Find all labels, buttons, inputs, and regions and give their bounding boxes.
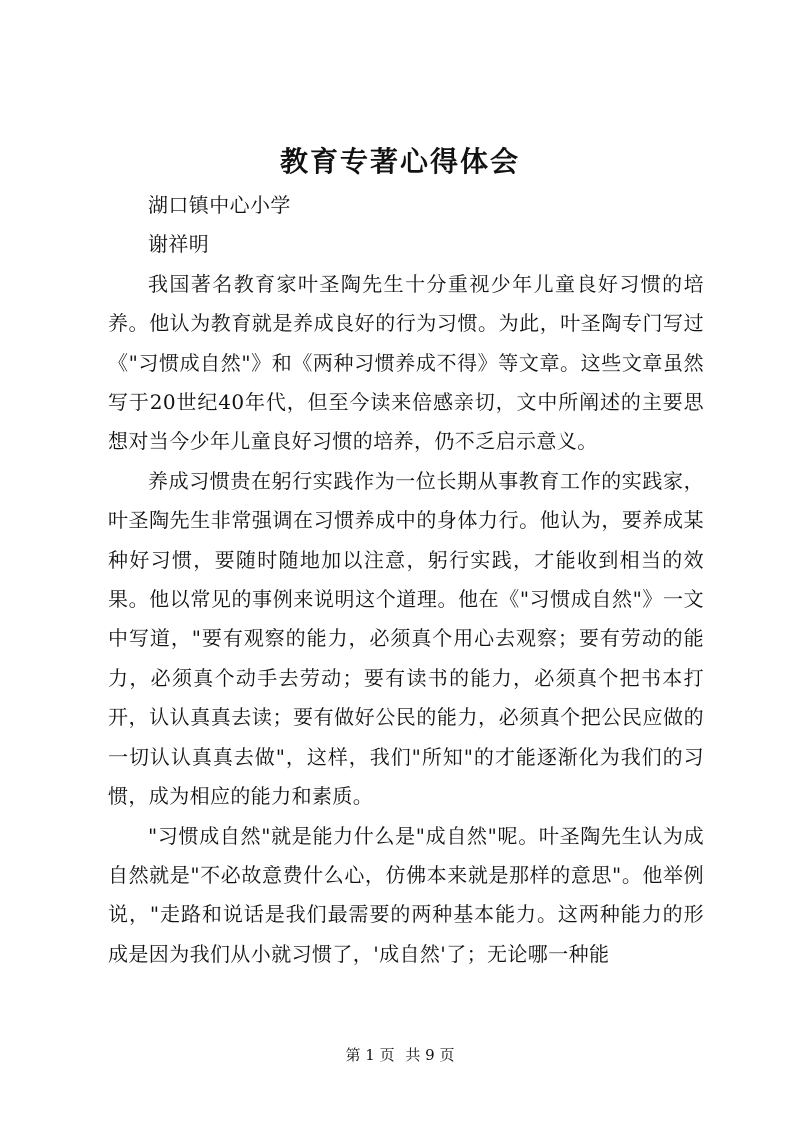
paragraph: 我国著名教育家叶圣陶先生十分重视少年儿童良好习惯的培养。他认为教育就是养成良好的行为习惯。为此，叶圣陶专门写过《"习惯成自然"》和《两种习惯养成不得》等文章。这些文章虽然写于20世纪40年代，但至今读来倍感亲切，文中所阐述的主要思想对当今少年儿童良好习惯的培养，仍不乏启示意义。 (108, 271, 704, 454)
page-total: 共 9 页 (405, 1046, 455, 1064)
paragraph: "习惯成自然"就是能力什么是"成自然"呢。叶圣陶先生认为成自然就是"不必故意费什么心，仿佛本来就是那样的意思"。他举例说，"走路和说话是我们最需要的两种基本能力。这两种能力的形成是因为我们从小就习惯了，'成自然'了；无论哪一种能 (108, 823, 704, 966)
document-title: 教育专著心得体会 (279, 145, 520, 178)
paragraph: 养成习惯贵在躬行实践作为一位长期从事教育工作的实践家，叶圣陶先生非常强调在习惯养成中的身体力行。他认为，要养成某种好习惯，要随时随地加以注意，躬行实践，才能收到相当的效果。他以常见的事例来说明这个道理。他在《"习惯成自然"》一文中写道，"要有观察的能力，必须真个用心去观察；要有劳动的能力，必须真个动手去劳动；要有读书的能力，必须真个把书本打开，认认真真去读；要有做好公民的能力，必须真个把公民应做的一切认认真真去做"，这样，我们"所知"的才能逐渐化为我们的习惯，成为相应的能力和素质。 (108, 468, 704, 809)
page-footer (0, 1045, 800, 1065)
school-name: 湖口镇中心小学 (148, 193, 291, 217)
document-body (108, 186, 704, 974)
author-name: 谢祥明 (148, 232, 210, 257)
page-number: 第 1 页 (345, 1046, 395, 1064)
